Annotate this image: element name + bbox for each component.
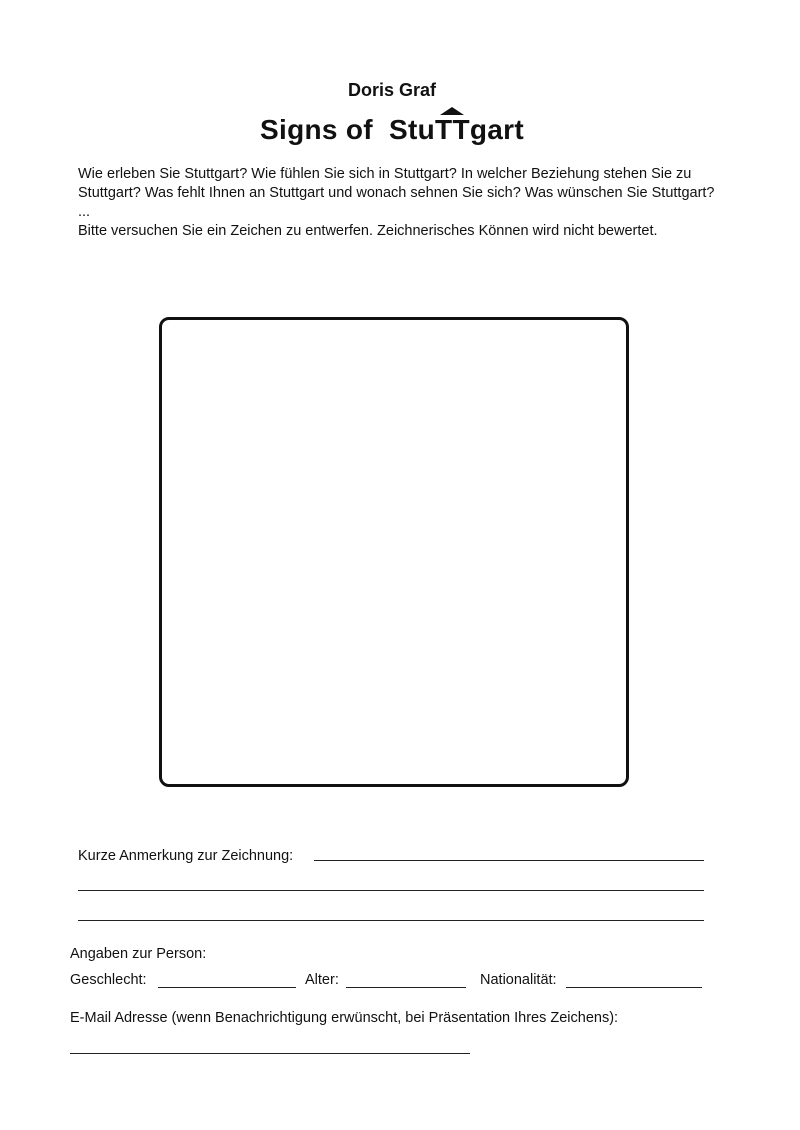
title-tt-logo bbox=[435, 114, 470, 146]
page-title bbox=[0, 114, 784, 146]
age-label: Alter: bbox=[305, 972, 339, 988]
gender-label: Geschlecht: bbox=[70, 972, 147, 988]
email-label: E-Mail Adresse (wenn Benachrichtigung erwünscht, bei Präsentation Ihres Zeichens): bbox=[70, 1010, 619, 1026]
age-field-line[interactable] bbox=[346, 987, 466, 988]
person-heading: Angaben zur Person: bbox=[70, 946, 207, 962]
intro-text bbox=[78, 165, 728, 241]
comment-field-line-2[interactable] bbox=[78, 890, 704, 891]
intro-paragraph-questions: Wie erleben Sie Stuttgart? Wie fühlen Sie sich in Stuttgart? In welcher Beziehung stehen Sie zu Stuttgart? Was fehlt Ihnen an Stuttgart und wonach sehnen Sie sich? Was wünschen Sie Stuttgart? ... bbox=[78, 166, 715, 220]
title-tt: TT bbox=[435, 114, 470, 145]
nationality-field-line[interactable] bbox=[566, 987, 702, 988]
comment-label: Kurze Anmerkung zur Zeichnung: bbox=[78, 848, 294, 864]
comment-field-line-3[interactable] bbox=[78, 920, 704, 921]
intro-paragraph-instruction: Bitte versuchen Sie ein Zeichen zu entwerfen. Zeichnerisches Können wird nicht bewertet. bbox=[78, 223, 658, 239]
nationality-label: Nationalität: bbox=[480, 972, 557, 988]
drawing-area[interactable] bbox=[159, 317, 629, 787]
author-name: Doris Graf bbox=[347, 80, 437, 100]
comment-field-line-1[interactable] bbox=[314, 860, 704, 861]
roof-icon bbox=[440, 107, 464, 115]
gender-field-line[interactable] bbox=[158, 987, 296, 988]
title-prefix: Signs of Stu bbox=[260, 114, 436, 145]
email-field-line[interactable] bbox=[70, 1053, 470, 1054]
title-suffix: gart bbox=[469, 114, 524, 145]
